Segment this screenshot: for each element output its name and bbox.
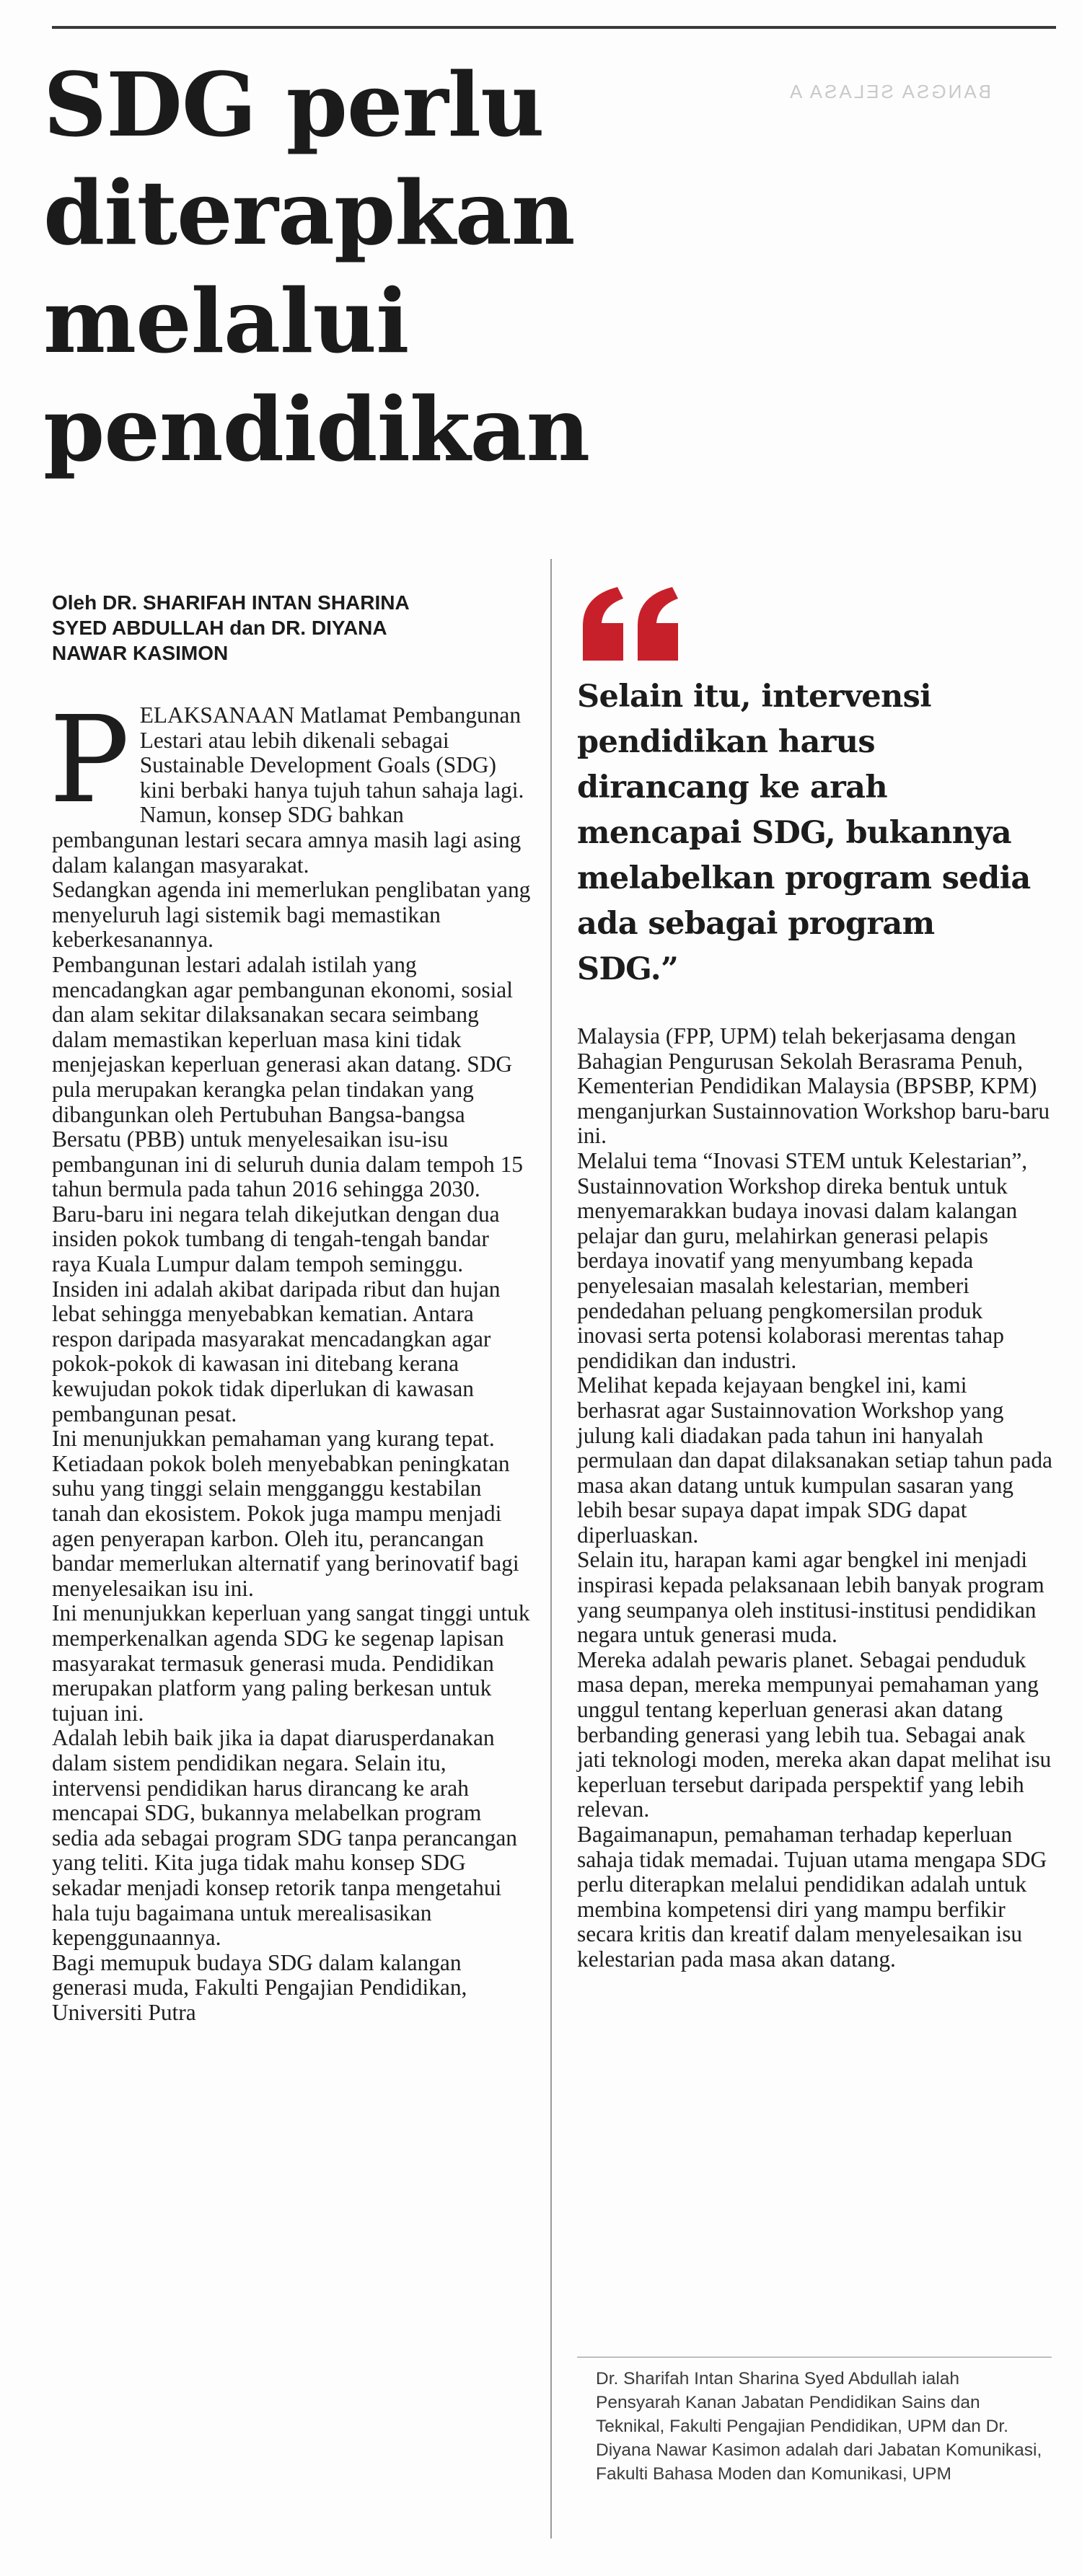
byline-line-1: Oleh DR. SHARIFAH INTAN SHARINA	[52, 591, 410, 614]
headline-line-4: pendidikan	[43, 377, 590, 481]
article-body-right-column	[577, 1024, 1053, 1972]
paragraph: Bagaimanapun, pemahaman terhadap keperluan sahaja tidak memadai. Tujuan utama mengapa SDG perlu diterapkan melalui pendidikan adalah untuk membina kompetensi diri yang mampu berfikir secara kritis dan kreatif dalam menyelesaikan isu kelestarian pada masa akan datang.	[577, 1822, 1047, 1972]
byline	[52, 590, 521, 666]
paragraph: Melalui tema “Inovasi STEM untuk Kelestarian”, Sustainnovation Workshop direka bentuk untuk menyemarakkan budaya inovasi dalam kalangan pelajar dan guru, melahirkan generasi pelapis berdaya inovatif yang menyumbang kepada penyelesaian masalah kelestarian, memberi pendedahan peluang pengkomersilan produk inovasi serta potensi kolaborasi merentas tahap pendidikan dan industri.	[577, 1147, 1028, 1373]
headline-line-2: diterapkan	[43, 161, 575, 265]
byline-line-2: SYED ABDULLAH dan DR. DIYANA	[52, 617, 387, 639]
paragraph: Ini menunjukkan pemahaman yang kurang tepat. Ketiadaan pokok boleh menyebabkan peningkatan suhu yang tinggi selain mengganggu kestabilan tanah dan ekosistem. Pokok juga mampu menjadi agen penyerapan karbon. Oleh itu, perancangan bandar memerlukan alternatif yang berinovatif bagi menyelesaikan isu ini.	[52, 1426, 519, 1601]
column-divider	[550, 559, 552, 2538]
paragraph: Ini menunjukkan keperluan yang sangat tinggi untuk memperkenalkan agenda SDG ke segenap lapisan masyarakat termasuk generasi muda. Pendidikan merupakan platform yang paling berkesan untuk tujuan ini.	[52, 1600, 530, 1726]
mirrored-masthead-bleedthrough: BANGSA SELASA A	[788, 81, 992, 102]
byline-line-3: NAWAR KASIMON	[52, 642, 229, 664]
paragraph: Baru-baru ini negara telah dikejutkan dengan dua insiden pokok tumbang di tengah-tengah bandar raya Kuala Lumpur dalam tempoh seminggu. Insiden ini adalah akibat daripada ribut dan hujan lebat sehingga menyebabkan kematian. Antara respon daripada masyarakat mencadangkan agar pokok-pokok di kawasan ini ditebang kerana kewujudan pokok tidak diperlukan di kawasan pembangunan pesat.	[52, 1201, 501, 1426]
headline-line-1: SDG perlu	[43, 53, 544, 156]
top-rule	[52, 26, 1056, 29]
paragraph-text: ELAKSANAAN Matlamat Pembangunan Lestari atau lebih dikenali sebagai Sustainable Development Goals (SDG) kini berbaki hanya tujuh tahun sahaja lagi. Namun, konsep SDG bahkan pembangunan lestari secara amnya masih lagi asing dalam kalangan masyarakat.	[52, 702, 524, 878]
paragraph: Mereka adalah pewaris planet. Sebagai penduduk masa depan, mereka mempunyai pemahaman yang unggul tentang keperluan generasi akan datang berbanding generasi yang lebih tua. Sebagai anak jati teknologi moden, mereka akan dapat melihat isu keperluan tersebut daripada perspektif yang lebih relevan.	[577, 1646, 1052, 1822]
paragraph: Selain itu, harapan kami agar bengkel ini menjadi inspirasi kepada pelaksanaan lebih banyak program yang seumpanya oleh institusi-institusi pendidikan negara untuk generasi muda.	[577, 1547, 1044, 1648]
headline-line-3: melalui	[43, 269, 409, 373]
paragraph: Pembangunan lestari adalah istilah yang mencadangkan agar pembangunan ekonomi, sosial dan alam sekitar dilaksanakan secara seimbang dalam memastikan keperluan masa kini tidak menjejaskan keperluan generasi akan datang. SDG pula merupakan kerangka pelan tindakan yang dibangunkan oleh Pertubuhan Bangsa-bangsa Bersatu (PBB) untuk menyelesaikan isu-isu pembangunan ini di seluruh dunia dalam tempoh 15 tahun bermula pada tahun 2016 sehingga 2030.	[52, 951, 523, 1202]
paragraph: Sedangkan agenda ini memerlukan penglibatan yang menyeluruh lagi sistemik bagi memastikan keberkesanannya.	[52, 877, 531, 953]
drop-cap: P	[49, 691, 130, 830]
paragraph: Bagi memupuk budaya SDG dalam kalangan generasi muda, Fakulti Pengajian Pendidikan, Universiti Putra	[52, 1949, 467, 2025]
quote-mark-icon	[576, 581, 691, 668]
article-body-left-column	[49, 691, 532, 2025]
author-note-text: Dr. Sharifah Intan Sharina Syed Abdullah ialah Pensyarah Kanan Jabatan Pendidikan Sains dan Teknikal, Fakulti Pengajian Pendidikan, UPM dan Dr. Diyana Nawar Kasimon adalah dari Jabatan Komunikasi, Fakulti Bahasa Moden dan Komunikasi, UPM	[596, 2369, 1042, 2484]
paragraph: Malaysia (FPP, UPM) telah bekerjasama dengan Bahagian Pengurusan Sekolah Berasrama Penuh, Kementerian Pendidikan Malaysia (BPSBP, KPM) menganjurkan Sustainnovation Workshop baru-baru ini.	[577, 1023, 1050, 1149]
article-headline	[43, 50, 765, 483]
paragraph: Melihat kepada kejayaan bengkel ini, kami berhasrat agar Sustainnovation Workshop yang julung kali diadakan pada tahun ini hanyalah permulaan dan dapat dilaksanakan setiap tahun pada masa akan datang untuk kumpulan sasaran yang lebih besar supaya dapat impak SDG dapat diperluaskan.	[577, 1372, 1052, 1548]
author-note	[596, 2367, 1043, 2486]
paragraph: Adalah lebih baik jika ia dapat diarusperdanakan dalam sistem pendidikan negara. Selain itu, intervensi pendidikan harus dirancang ke arah mencapai SDG, bukannya melabelkan program sedia ada sebagai program SDG tanpa perancangan yang teliti. Kita juga tidak mahu konsep SDG sekadar menjadi konsep retorik tanpa mengetahui hala tuju bagaimana untuk merealisasikan kepenggunaannya.	[52, 1725, 517, 1951]
pull-quote: Selain itu, intervensi pendidikan harus dirancang ke arah mencapai SDG, bukannya melabelkan program sedia ada sebagai program SDG.”	[577, 679, 1031, 987]
paragraph	[49, 691, 532, 878]
